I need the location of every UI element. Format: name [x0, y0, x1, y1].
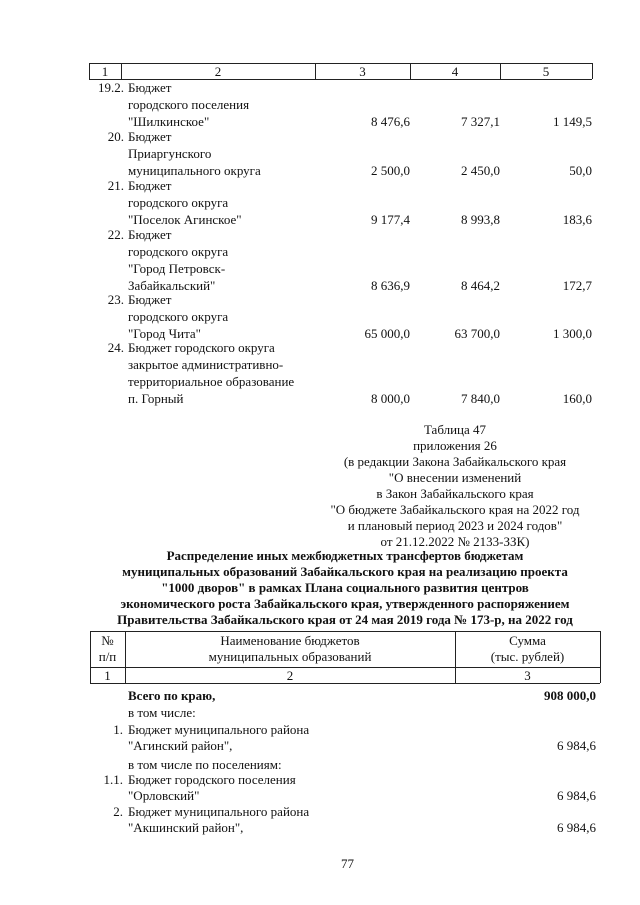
row-value-col3: 8 476,6 — [371, 114, 410, 129]
header-name-line: Наименование бюджетов — [220, 633, 360, 648]
row-name-line: Бюджет — [128, 178, 172, 193]
row-name-line: "Шилкинское" — [128, 114, 210, 129]
row-name-line: "Орловский" — [128, 788, 200, 803]
in-that-label: в том числе: — [128, 705, 196, 720]
row-value-col3: 9 177,4 — [371, 212, 410, 227]
row-value: 6 984,6 — [557, 738, 596, 753]
row-value-col5: 172,7 — [562, 278, 592, 293]
row-value-col4: 8 464,2 — [461, 278, 500, 293]
row-name-line: Бюджет — [128, 80, 172, 95]
row-name-line: закрытое административно- — [128, 357, 284, 372]
row-value: 6 984,6 — [557, 788, 596, 803]
row-name-line: Бюджет муниципального района — [128, 804, 310, 819]
annotation-line: "О внесении изменений — [388, 470, 522, 485]
row-value-col5: 1 149,5 — [553, 114, 592, 129]
annotation-line: (в редакции Закона Забайкальского края — [343, 454, 567, 469]
row-name-line: "Поселок Агинское" — [128, 212, 242, 227]
index-col3: 3 — [524, 668, 531, 683]
row-name-line: городского округа — [128, 309, 229, 324]
total-label: Всего по краю, — [128, 688, 216, 703]
row-name-line: Бюджет — [128, 227, 172, 242]
total-value: 908 000,0 — [544, 688, 596, 703]
row-number: 24. — [107, 340, 124, 355]
row-value-col4: 2 450,0 — [461, 163, 500, 178]
row-value-col5: 50,0 — [569, 163, 592, 178]
row-number: 19.2. — [98, 80, 124, 95]
row-name-line: городского округа — [128, 195, 229, 210]
table1-header-col1: 1 — [101, 64, 109, 79]
annotation-line: Таблица 47 — [423, 422, 487, 437]
annotation-line: "О бюджете Забайкальского края на 2022 год — [330, 502, 580, 517]
row-value-col5: 1 300,0 — [553, 326, 592, 341]
row-value-col5: 160,0 — [562, 391, 592, 406]
row-name-line: п. Горный — [128, 391, 184, 406]
title-line: экономического роста Забайкальского края, утвержденного распоряжением — [120, 596, 570, 611]
row-name-line: муниципального округа — [128, 163, 261, 178]
row-name-line: Бюджет — [128, 292, 172, 307]
header-sum-line: (тыс. рублей) — [490, 649, 565, 664]
row-value-col4: 7 327,1 — [461, 114, 500, 129]
row-number: 22. — [107, 227, 124, 242]
title-line: Правительства Забайкальского края от 24 мая 2019 года № 173-р, на 2022 год — [117, 612, 573, 627]
row-name-line: "Город Чита" — [128, 326, 201, 341]
row-value: 6 984,6 — [557, 820, 596, 835]
title-line: муниципальных образований Забайкальского края на реализацию проекта — [122, 564, 568, 579]
row-value-col4: 8 993,8 — [461, 212, 500, 227]
row-number: 20. — [107, 129, 124, 144]
row-value-col3: 65 000,0 — [364, 326, 410, 341]
annotation-line: приложения 26 — [413, 438, 497, 453]
row-name-line: Бюджет муниципального района — [128, 722, 310, 737]
annotation-line: и плановый период 2023 и 2024 годов" — [347, 518, 563, 533]
title-line: Распределение иных межбюджетных трансфертов бюджетам — [166, 548, 524, 563]
row-name-line: в том числе по поселениям: — [128, 757, 282, 772]
row-name-line: городского округа — [128, 244, 229, 259]
table1-header-col5: 5 — [542, 64, 550, 79]
row-value-col3: 8 636,9 — [371, 278, 410, 293]
table1-header-col4: 4 — [451, 64, 459, 79]
row-name-line: Забайкальский" — [128, 278, 216, 293]
header-number-line: п/п — [98, 649, 117, 664]
table1-header-col2: 2 — [214, 64, 222, 79]
annotation-line: от 21.12.2022 № 2133-ЗЗК) — [380, 534, 530, 549]
row-value-col4: 63 700,0 — [454, 326, 500, 341]
row-name-line: городского поселения — [128, 97, 250, 112]
row-name-line: Бюджет — [128, 129, 172, 144]
row-name-line: территориальное образование — [128, 374, 295, 389]
table1-header-col3: 3 — [359, 64, 366, 79]
row-number: 21. — [107, 178, 124, 193]
row-value-col3: 2 500,0 — [371, 163, 410, 178]
title-line: "1000 дворов" в рамках Плана социального развития центров — [161, 580, 529, 595]
row-number: 23. — [107, 292, 124, 307]
row-value-col3: 8 000,0 — [371, 391, 410, 406]
row-name-line: Бюджет городского округа — [128, 340, 275, 355]
row-name-line: "Агинский район", — [128, 738, 233, 753]
row-name-line: "Город Петровск- — [128, 261, 226, 276]
row-name-line: Бюджет городского поселения — [128, 772, 296, 787]
header-number-line: № — [101, 633, 114, 648]
header-name-line: муниципальных образований — [208, 649, 372, 664]
row-number: 2. — [113, 804, 123, 819]
page-number: 77 — [341, 856, 354, 871]
row-number: 1.1. — [103, 772, 123, 787]
row-number: 1. — [113, 722, 123, 737]
row-value-col4: 7 840,0 — [461, 391, 500, 406]
index-col2: 2 — [286, 668, 294, 683]
annotation-line: в Закон Забайкальского края — [376, 486, 534, 501]
row-name-line: "Акшинский район", — [128, 820, 244, 835]
row-name-line: Приаргунского — [128, 146, 212, 161]
row-value-col5: 183,6 — [562, 212, 592, 227]
index-col1: 1 — [104, 668, 111, 683]
header-sum-line: Сумма — [509, 633, 546, 648]
